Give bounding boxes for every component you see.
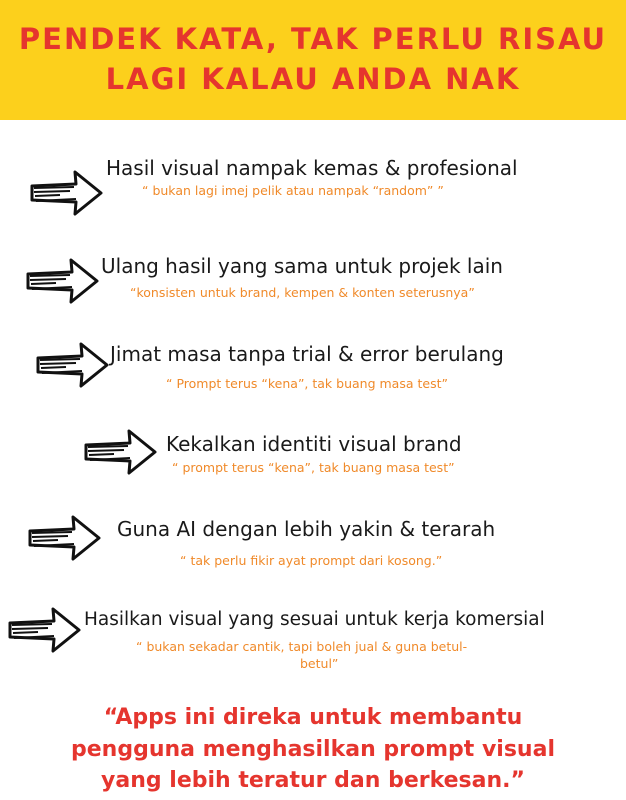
item-subtitle: “ prompt terus “kena”, tak buang masa test” <box>172 460 455 475</box>
arrow-icon <box>30 168 104 218</box>
item-title: Hasilkan visual yang sesuai untuk kerja komersial <box>84 609 545 630</box>
item-title: Jimat masa tanpa trial & error berulang <box>110 342 504 366</box>
item-subtitle-continued: betul” <box>300 656 339 671</box>
item-subtitle: “ bukan sekadar cantik, tapi boleh jual & guna betul- <box>136 639 468 654</box>
item-subtitle: “konsisten untuk brand, kempen & konten seterusnya” <box>130 285 475 300</box>
item-title: Kekalkan identiti visual brand <box>166 432 462 456</box>
item-subtitle: “ bukan lagi imej pelik atau nampak “random” ” <box>142 183 444 198</box>
arrow-icon <box>8 605 82 655</box>
arrow-icon <box>84 427 158 477</box>
arrow-icon <box>28 513 102 563</box>
header-banner <box>0 0 626 120</box>
item-subtitle: “ Prompt terus “kena”, tak buang masa test” <box>166 376 448 391</box>
quote-line-2: pengguna menghasilkan prompt visual <box>71 737 555 762</box>
arrow-icon <box>36 340 110 390</box>
arrow-icon <box>26 256 100 306</box>
quote-line-1: “Apps ini direka untuk membantu <box>103 705 523 730</box>
quote-line-3: yang lebih teratur dan berkesan.” <box>101 768 525 793</box>
item-title: Guna AI dengan lebih yakin & terarah <box>117 517 496 541</box>
header-title-line-2: LAGI KALAU ANDA NAK <box>105 62 521 96</box>
header-title-line-1: PENDEK KATA, TAK PERLU RISAU <box>18 22 608 56</box>
item-subtitle: “ tak perlu fikir ayat prompt dari kosong.” <box>180 553 443 568</box>
item-title: Ulang hasil yang sama untuk projek lain <box>101 254 503 278</box>
item-title: Hasil visual nampak kemas & profesional <box>106 156 518 180</box>
